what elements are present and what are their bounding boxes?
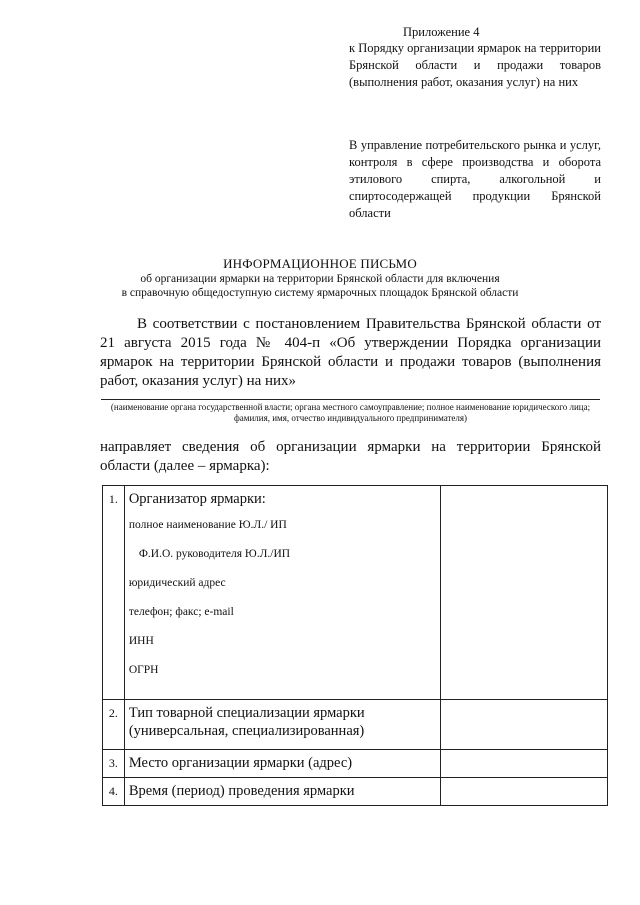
sends-paragraph: направляет сведения об организации ярмарки на территории Брянской области (далее – ярмарка): <box>100 439 601 474</box>
row-number: 4. <box>103 778 125 806</box>
table-row <box>103 700 608 750</box>
table-row <box>103 486 608 700</box>
intro-paragraph: В соответствии с постановлением Правительства Брянской области от 21 августа 2015 года № 404-п «Об утверждении Порядка организации ярмарок на территории Брянской области и продажи товаров (выполнения работ, оказания услуг) на них» <box>100 316 601 389</box>
signature-caption: (наименование органа государственной власти; органа местного самоуправление; полное наименование юридического лица; фамилия, имя, отчество индивидуального предпринимателя) <box>110 402 591 423</box>
letter-subtitle-line2: в справочную общедоступную систему ярмарочных площадок Брянской области <box>121 287 519 299</box>
row-label: Время (период) проведения ярмарки <box>124 778 441 806</box>
row-number: 2. <box>103 700 125 750</box>
addressee-block: В управление потребительского рынка и услуг, контроля в сфере производства и оборота этилового спирта, алкогольной и спиртосодержащей продукции Брянской области <box>349 138 601 220</box>
table-row <box>103 778 608 806</box>
organizer-subitems <box>129 518 437 678</box>
row-value-cell[interactable] <box>441 778 608 806</box>
subitem-legal-address: юридический адрес <box>128 577 226 589</box>
subitem-full-name: полное наименование Ю.Л./ ИП <box>128 519 287 531</box>
row-value-cell[interactable] <box>441 750 608 778</box>
subitem-inn: ИНН <box>128 635 154 647</box>
signature-line <box>101 399 600 400</box>
row-number: 3. <box>103 750 125 778</box>
subitem-director-name: Ф.И.О. руководителя Ю.Л./ИП <box>138 548 291 560</box>
appendix-reference: к Порядку организации ярмарок на территории Брянской области и продажи товаров (выполнения работ, оказания услуг) на них <box>349 41 601 89</box>
appendix-title: Приложение 4 <box>403 25 480 39</box>
letter-subtitle-line1: об организации ярмарки на территории Брянской области для включения <box>140 273 500 285</box>
subitem-contacts: телефон; факс; e-mail <box>128 606 234 618</box>
row-value-cell[interactable] <box>441 700 608 750</box>
organizer-label: Организатор ярмарки: <box>128 491 266 507</box>
table-row <box>103 750 608 778</box>
row-label: Тип товарной специализации ярмарки (универсальная, специализированная) <box>124 700 441 750</box>
row-number: 1. <box>103 486 125 700</box>
fair-info-table <box>102 485 608 806</box>
row-value-cell[interactable] <box>441 486 608 700</box>
row-label: Место организации ярмарки (адрес) <box>124 750 441 778</box>
subitem-ogrn: ОГРН <box>128 664 159 676</box>
letter-title: ИНФОРМАЦИОННОЕ ПИСЬМО <box>223 256 417 271</box>
row-label <box>124 486 441 700</box>
